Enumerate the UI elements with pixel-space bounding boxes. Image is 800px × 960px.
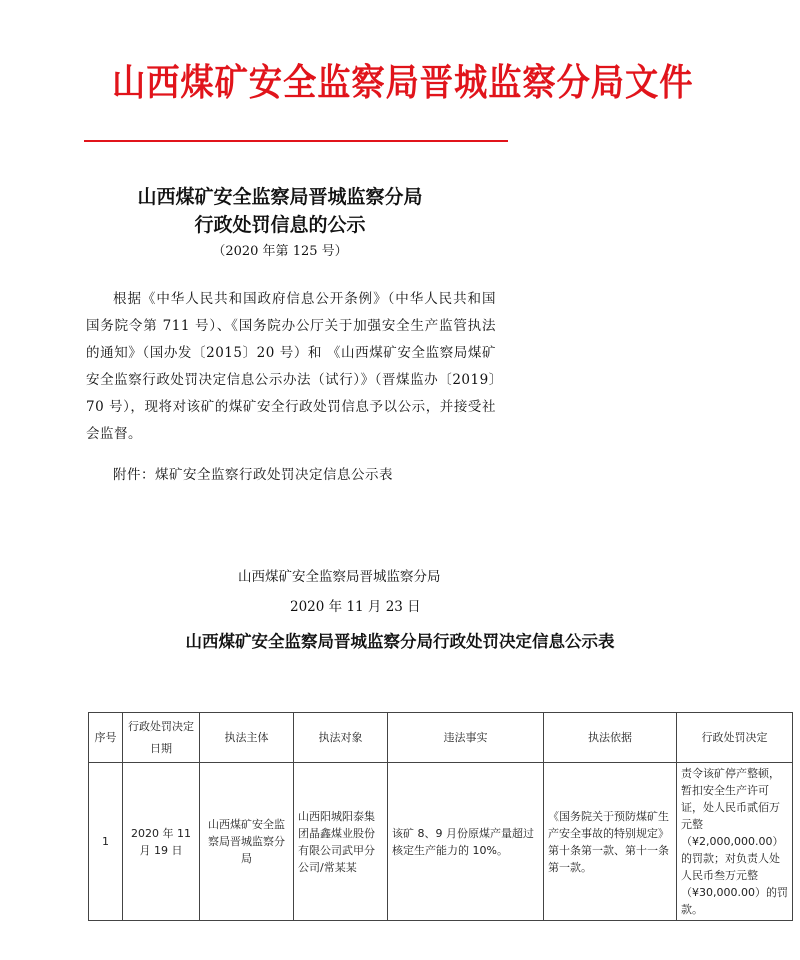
header-subject: 执法主体 bbox=[200, 713, 294, 763]
header-target: 执法对象 bbox=[294, 713, 388, 763]
cell-seq: 1 bbox=[89, 763, 123, 921]
penalty-info-table bbox=[88, 712, 793, 921]
table-header-row bbox=[89, 713, 793, 763]
notice-body-paragraph: 根据《中华人民共和国政府信息公开条例》（中华人民共和国国务院令第 711 号）、《国务院办公厅关于加强安全生产监管执法的通知》（国办发〔2015〕20 号）和 《山西煤矿安全监察局煤矿安全监察行政处罚决定信息公示办法（试行）》（晋煤监办〔2019〕70 号），现将对该矿的煤矿安全行政处罚信息予以公示，并接受社会监督。 bbox=[86, 291, 496, 442]
signature-date: 2020 年 11 月 23 日 bbox=[290, 599, 421, 615]
document-number: （2020 年第 125 号） bbox=[212, 244, 348, 259]
cell-basis: 《国务院关于预防煤矿生产安全事故的特别规定》第十条第一款、第十一条第一款。 bbox=[544, 763, 677, 921]
cell-subject: 山西煤矿安全监察局晋城监察分局 bbox=[200, 763, 294, 921]
cell-date: 2020 年 11 月 19 日 bbox=[123, 763, 200, 921]
red-letterhead-title: 山西煤矿安全监察局晋城监察分局文件 bbox=[112, 60, 694, 104]
table-row bbox=[89, 763, 793, 921]
red-divider-line bbox=[84, 140, 508, 142]
header-seq: 序号 bbox=[89, 713, 123, 763]
notice-title-line2: 行政处罚信息的公示 bbox=[194, 214, 366, 236]
cell-facts: 该矿 8、9 月份原煤产量超过核定生产能力的 10%。 bbox=[388, 763, 544, 921]
cell-decision: 责令该矿停产整顿，暂扣安全生产许可证，处人民币贰佰万元整（¥2,000,000.00）的罚款；对负责人处人民币叁万元整（¥30,000.00）的罚款。 bbox=[677, 763, 793, 921]
notice-title-line1: 山西煤矿安全监察局晋城监察分局 bbox=[137, 186, 423, 208]
header-basis: 执法依据 bbox=[544, 713, 677, 763]
signature-organization: 山西煤矿安全监察局晋城监察分局 bbox=[238, 569, 441, 585]
attachment-line: 附件：煤矿安全监察行政处罚决定信息公示表 bbox=[113, 467, 393, 483]
table-title: 山西煤矿安全监察局晋城监察分局行政处罚决定信息公示表 bbox=[185, 632, 615, 651]
cell-target: 山西阳城阳泰集团晶鑫煤业股份有限公司武甲分公司/常某某 bbox=[294, 763, 388, 921]
header-decision: 行政处罚决定 bbox=[677, 713, 793, 763]
header-date: 行政处罚决定日期 bbox=[123, 713, 200, 763]
header-facts: 违法事实 bbox=[388, 713, 544, 763]
